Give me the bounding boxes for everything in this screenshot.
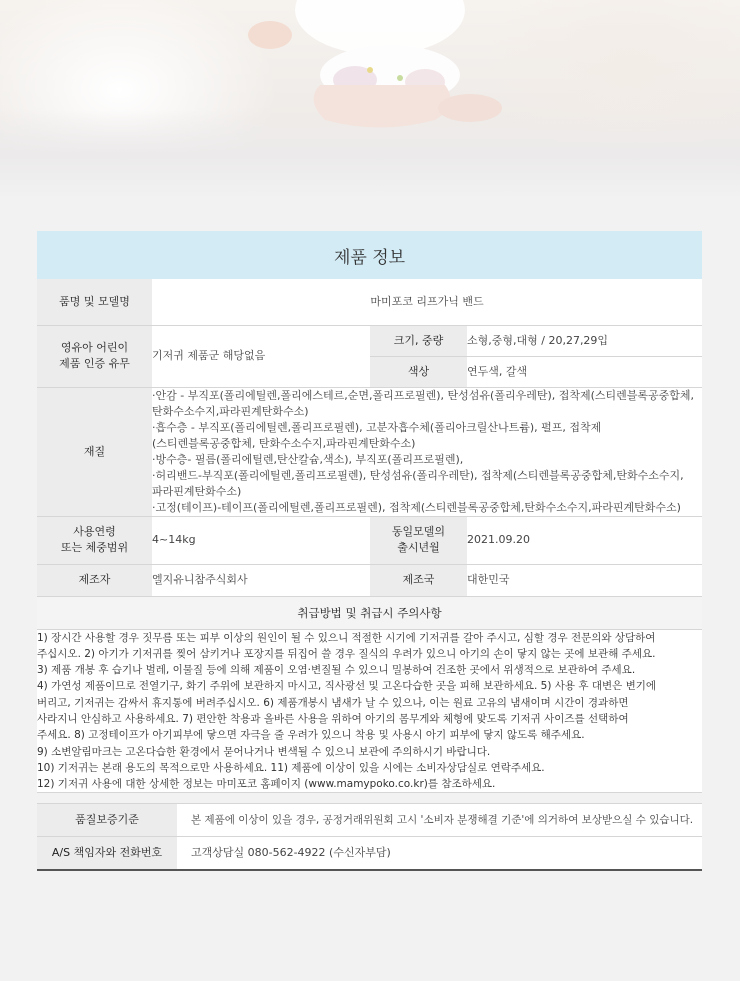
cert-value: 기저귀 제품군 해당없음 — [152, 325, 370, 387]
release-value: 2021.09.20 — [467, 516, 702, 564]
table-row — [37, 387, 702, 516]
handling-line: 1) 장시간 사용할 경우 짓무름 또는 피부 이상의 원인이 될 수 있으니 적절한 시기에 기저귀를 갈아 주시고, 심할 경우 전문의와 상담하여 — [37, 631, 656, 644]
release-label — [370, 516, 467, 564]
maker-label: 제조자 — [37, 564, 152, 596]
age-label — [37, 516, 152, 564]
cert-label-line-1: 영유아 어린이 — [60, 341, 129, 354]
handling-line: 12) 기저귀 사용에 대한 상세한 정보는 마미포코 홈페이지 (www.mamypoko.co.kr)를 참조하세요. — [37, 778, 496, 791]
handling-notes — [37, 629, 702, 793]
table-row — [37, 629, 702, 793]
handling-heading: 취급방법 및 취급시 주의사항 — [37, 596, 702, 629]
table-row — [37, 516, 702, 564]
warranty-label: 품질보증기준 — [37, 804, 177, 837]
material-label: 재질 — [37, 387, 152, 516]
model-value: 마미포코 리프가닉 밴드 — [152, 279, 702, 325]
material-line: ·허리밴드-부직포(폴리에틸렌,폴리프로필렌), 탄성섬유(폴리우레탄), 접착제(스티렌블록공중합체,탄화수소수지, — [152, 468, 684, 482]
country-value: 대한민국 — [467, 564, 702, 596]
model-label: 품명 및 모델명 — [37, 279, 152, 325]
hero-photo — [0, 0, 740, 200]
handling-line: 버리고, 기저귀는 감싸서 휴지통에 버려주십시오. 6) 제품개봉시 냄새가 날 수 있으나, 이는 원료 고유의 냄새이며 시간이 경과하면 — [37, 696, 629, 709]
table-row — [37, 804, 702, 837]
material-line: ·흡수층 - 부직포(폴리에틸렌,폴리프로필렌), 고분자흡수체(폴리아크릴산나트륨), 펄프, 접착제 — [152, 420, 602, 434]
age-value: 4~14kg — [152, 516, 370, 564]
product-info-title: 제품 정보 — [37, 231, 702, 279]
material-line: ·안감 - 부직포(폴리에틸렌,폴리에스테르,순면,폴리프로필렌), 탄성섬유(폴리우레탄), 접착제(스티렌블록공중합체, — [152, 388, 695, 402]
release-label-line-1: 동일모델의 — [391, 525, 446, 538]
material-line: 탄화수소수지,파라핀계탄화수소) — [152, 404, 309, 418]
color-label: 색상 — [370, 356, 467, 387]
material-line: ·방수층- 필름(폴리에틸렌,탄산칼슘,색소), 부직포(폴리프로필렌), — [152, 452, 464, 466]
handling-line: 주세요. 8) 고정테이프가 아기피부에 닿으면 자극을 줄 우려가 있으니 착용 및 사용시 아기 피부에 닿지 않도록 해주세요. — [37, 729, 585, 742]
handling-line: 9) 소변알림마크는 고온다습한 환경에서 묻어나거나 변색될 수 있으니 보관에 주의하시기 바랍니다. — [37, 745, 491, 758]
material-line: 파라핀계탄화수소) — [152, 484, 242, 498]
handling-line: 사라지니 안심하고 사용하세요. 7) 편안한 착용과 올바른 사용을 위하여 아기의 몸무게와 체형에 맞도록 기저귀 사이즈를 선택하여 — [37, 712, 629, 725]
size-label: 크기, 중량 — [370, 325, 467, 356]
table-row — [37, 325, 702, 356]
handling-line: 10) 기저귀는 본래 용도의 목적으로만 사용하세요. 11) 제품에 이상이 있을 시에는 소비자상담실로 연락주세요. — [37, 761, 545, 774]
age-label-line-1: 사용연령 — [73, 525, 116, 538]
table-row — [37, 596, 702, 629]
warranty-table — [37, 803, 702, 871]
size-value: 소형,중형,대형 / 20,27,29입 — [467, 325, 702, 356]
material-value — [152, 387, 702, 516]
country-label: 제조국 — [370, 564, 467, 596]
color-value: 연두색, 갈색 — [467, 356, 702, 387]
as-label: A/S 책임자와 전화번호 — [37, 837, 177, 871]
table-row — [37, 279, 702, 325]
handling-line: 3) 제품 개봉 후 습기나 벌레, 이물질 등에 의해 제품이 오염·변질될 수 있으니 밀봉하여 건조한 곳에서 위생적으로 보관하여 주세요. — [37, 664, 636, 677]
material-line: (스티렌블록공중합체, 탄화수소수지,파라핀계탄화수소) — [152, 436, 416, 450]
cert-label-line-2: 제품 인증 유무 — [59, 357, 130, 370]
table-row — [37, 837, 702, 871]
material-line: ·고정(테이프)-테이프(폴리에틸렌,폴리프로필렌), 접착제(스티렌블록공중합체,탄화수소수지,파라핀계탄화수소) — [152, 500, 681, 514]
handling-line: 주십시오. 2) 아기가 기저귀를 찢어 삼키거나 포장지를 뒤집어 쓸 경우 질식의 우려가 있으니 아기의 손이 닿지 않는 곳에 보관해 주세요. — [37, 647, 656, 660]
table-row — [37, 564, 702, 596]
warranty-value: 본 제품에 이상이 있을 경우, 공정거래위원회 고시 '소비자 분쟁해결 기준'에 의거하여 보상받으실 수 있습니다. — [177, 804, 702, 837]
maker-value: 엘지유니참주식회사 — [152, 564, 370, 596]
product-info-card — [37, 231, 702, 871]
product-info-table — [37, 279, 702, 793]
cert-label — [37, 325, 152, 387]
release-label-line-2: 출시년월 — [397, 541, 440, 554]
handling-line: 4) 가연성 제품이므로 전열기구, 화기 주위에 보관하지 마시고, 직사광선 및 고온다습한 곳을 피해 보관하세요. 5) 사용 후 대변은 변기에 — [37, 680, 657, 693]
as-value: 고객상담실 080-562-4922 (수신자부담) — [177, 837, 702, 871]
baby-illustration — [230, 0, 530, 140]
age-label-line-2: 또는 체중범위 — [60, 541, 129, 554]
